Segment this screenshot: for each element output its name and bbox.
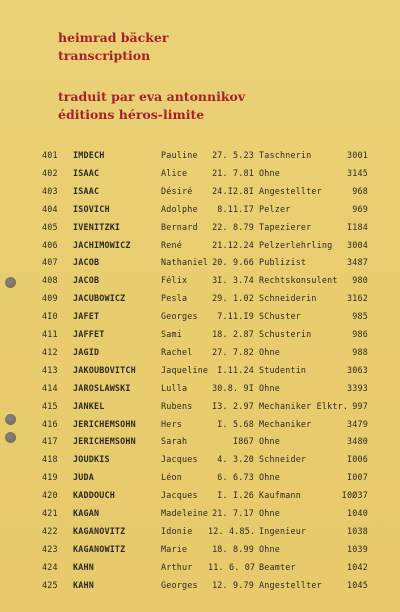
record-row bbox=[0, 272, 400, 288]
record-code: 3001 bbox=[347, 150, 368, 160]
record-occupation: Ohne bbox=[259, 472, 280, 483]
translator-credit: traduit par eva antonnikov bbox=[58, 89, 246, 104]
record-occupation: Beamter bbox=[259, 561, 296, 572]
record-last-name: JACOB bbox=[73, 257, 100, 268]
record-last-name: KAHN bbox=[73, 579, 94, 590]
record-last-name: JOUDKIS bbox=[73, 454, 110, 465]
record-row bbox=[0, 326, 400, 342]
record-first-name: Désiré bbox=[161, 185, 193, 196]
record-birth-date: I867 bbox=[233, 436, 254, 447]
record-first-name: Lulla bbox=[161, 382, 188, 393]
record-occupation: Studentin bbox=[259, 364, 307, 375]
record-code: 1045 bbox=[347, 579, 368, 590]
record-code: 1040 bbox=[347, 508, 368, 518]
record-last-name: JAKOUBOVITCH bbox=[73, 364, 136, 375]
record-first-name: Hers bbox=[161, 418, 182, 429]
record-birth-date: 27. 5.23 bbox=[212, 150, 254, 160]
record-birth-date: 12. 9.79 bbox=[212, 579, 254, 590]
punch-hole-top bbox=[5, 277, 16, 288]
record-last-name: JERICHEMSOHN bbox=[73, 418, 136, 429]
record-first-name: René bbox=[161, 239, 182, 250]
record-code: I007 bbox=[347, 472, 368, 483]
record-occupation: Schneiderin bbox=[259, 293, 317, 304]
record-first-name: Rachel bbox=[161, 346, 193, 357]
record-occupation: Ohne bbox=[259, 346, 280, 357]
record-birth-date: 21.12.24 bbox=[212, 239, 254, 250]
record-birth-date: 18. 2.87 bbox=[212, 329, 254, 339]
record-first-name: Sarah bbox=[161, 436, 188, 447]
record-occupation: Ohne bbox=[259, 382, 280, 393]
record-birth-date: 27. 7.82 bbox=[212, 346, 254, 357]
record-last-name: JAFFET bbox=[73, 329, 105, 339]
record-occupation: Angestellter bbox=[259, 579, 322, 590]
record-code: 3480 bbox=[347, 436, 368, 447]
record-last-name: JAFET bbox=[73, 311, 100, 322]
record-occupation: Taschnerin bbox=[259, 150, 312, 160]
record-occupation: Mechaniker bbox=[259, 418, 312, 429]
record-birth-date: 3I. 3.74 bbox=[212, 275, 254, 286]
record-last-name: JACUBOWICZ bbox=[73, 293, 126, 304]
record-first-name: Georges bbox=[161, 311, 198, 322]
record-first-name: Jacques bbox=[161, 454, 198, 465]
record-row bbox=[0, 308, 400, 324]
record-code: 1039 bbox=[347, 543, 368, 554]
record-last-name: JANKEL bbox=[73, 400, 105, 411]
record-number: 407 bbox=[42, 257, 58, 268]
record-row bbox=[0, 416, 400, 432]
record-row bbox=[0, 201, 400, 217]
record-row bbox=[0, 183, 400, 199]
record-row bbox=[0, 237, 400, 253]
record-row bbox=[0, 487, 400, 503]
record-code: 3004 bbox=[347, 239, 368, 250]
publisher-name: éditions héros-limite bbox=[58, 107, 205, 122]
record-code: 986 bbox=[352, 329, 368, 339]
record-row bbox=[0, 451, 400, 467]
record-code: 985 bbox=[352, 311, 368, 322]
record-number: 403 bbox=[42, 185, 58, 196]
record-last-name: IMDECH bbox=[73, 150, 105, 160]
record-occupation: Publizist bbox=[259, 257, 307, 268]
record-code: I006 bbox=[347, 454, 368, 465]
record-row bbox=[0, 362, 400, 378]
record-last-name: JAROSLAWSKI bbox=[73, 382, 131, 393]
record-first-name: Sami bbox=[161, 329, 182, 339]
record-birth-date: 21. 7.81 bbox=[212, 167, 254, 178]
author-name: heimrad bäcker bbox=[58, 30, 169, 45]
record-row bbox=[0, 523, 400, 539]
record-last-name: KAHN bbox=[73, 561, 94, 572]
record-code: 968 bbox=[352, 185, 368, 196]
record-occupation: SChuster bbox=[259, 311, 301, 322]
record-occupation: Kaufmann bbox=[259, 490, 301, 501]
record-last-name: ISAAC bbox=[73, 185, 100, 196]
record-birth-date: 22. 8.79 bbox=[212, 221, 254, 232]
punch-hole-bottom bbox=[5, 432, 16, 443]
record-birth-date: 18. 8.99 bbox=[212, 543, 254, 554]
record-birth-date: 4. 3.20 bbox=[217, 454, 254, 465]
record-number: 425 bbox=[42, 579, 58, 590]
record-last-name: JERICHEMSOHN bbox=[73, 436, 136, 447]
record-last-name: JAGID bbox=[73, 346, 100, 357]
record-number: 414 bbox=[42, 382, 58, 393]
record-row bbox=[0, 165, 400, 181]
record-last-name: JACHIMOWICZ bbox=[73, 239, 131, 250]
record-row bbox=[0, 219, 400, 235]
record-last-name: ISAAC bbox=[73, 167, 100, 178]
record-first-name: Adolphe bbox=[161, 203, 198, 214]
record-number: 408 bbox=[42, 275, 58, 286]
record-birth-date: 7.11.I9 bbox=[217, 311, 254, 322]
record-first-name: Alice bbox=[161, 167, 188, 178]
record-number: 409 bbox=[42, 293, 58, 304]
record-occupation: Ohne bbox=[259, 436, 280, 447]
record-code: 3145 bbox=[347, 167, 368, 178]
record-number: 411 bbox=[42, 329, 58, 339]
record-birth-date: I. I.26 bbox=[217, 490, 254, 501]
record-code: 3162 bbox=[347, 293, 368, 304]
record-first-name: Jaqueline bbox=[161, 364, 209, 375]
record-first-name: Léon bbox=[161, 472, 182, 483]
record-occupation: Schneider bbox=[259, 454, 307, 465]
record-birth-date: 21. 7.17 bbox=[212, 508, 254, 518]
record-code: 997 bbox=[352, 400, 368, 411]
record-code: 988 bbox=[352, 346, 368, 357]
record-first-name: Marie bbox=[161, 543, 188, 554]
record-code: 3487 bbox=[347, 257, 368, 268]
record-first-name: Rubens bbox=[161, 400, 193, 411]
record-last-name: JUDA bbox=[73, 472, 94, 483]
record-first-name: Idonie bbox=[161, 525, 193, 536]
record-row bbox=[0, 505, 400, 521]
record-birth-date: 12. 4.85. bbox=[208, 525, 256, 536]
record-birth-date: 30.8. 9I bbox=[212, 382, 254, 393]
record-row bbox=[0, 380, 400, 396]
record-first-name: Pesla bbox=[161, 293, 188, 304]
record-occupation: Mechaniker Elktr. bbox=[259, 400, 349, 411]
record-first-name: Bernard bbox=[161, 221, 198, 232]
record-number: 422 bbox=[42, 525, 58, 536]
record-first-name: Félix bbox=[161, 275, 188, 286]
record-number: 404 bbox=[42, 203, 58, 214]
record-code: I0Ø37 bbox=[341, 490, 368, 501]
record-occupation: Schusterin bbox=[259, 329, 312, 339]
record-code: 969 bbox=[352, 203, 368, 214]
record-birth-date: 24.I2.8I bbox=[212, 185, 254, 196]
record-birth-date: I.11.24 bbox=[217, 364, 254, 375]
record-row bbox=[0, 398, 400, 414]
record-occupation: Tapezierer bbox=[259, 221, 312, 232]
record-first-name: Pauline bbox=[161, 150, 198, 160]
record-first-name: Arthur bbox=[161, 561, 193, 572]
record-number: 417 bbox=[42, 436, 58, 447]
record-birth-date: 8.11.I7 bbox=[217, 203, 254, 214]
record-number: 405 bbox=[42, 221, 58, 232]
record-code: 3479 bbox=[347, 418, 368, 429]
record-row bbox=[0, 433, 400, 449]
record-last-name: ISOVICH bbox=[73, 203, 110, 214]
record-last-name: KAGANOVITZ bbox=[73, 525, 126, 536]
record-occupation: Ohne bbox=[259, 543, 280, 554]
record-occupation: Pelzerlehrling bbox=[259, 239, 333, 250]
record-occupation: Ohne bbox=[259, 167, 280, 178]
record-number: 418 bbox=[42, 454, 58, 465]
record-code: 1042 bbox=[347, 561, 368, 572]
record-last-name: KADDOUCH bbox=[73, 490, 115, 501]
record-row bbox=[0, 577, 400, 593]
record-last-name: KAGANOWITZ bbox=[73, 543, 126, 554]
record-birth-date: I3. 2.97 bbox=[212, 400, 254, 411]
record-code: 1038 bbox=[347, 525, 368, 536]
record-birth-date: 20. 9.66 bbox=[212, 257, 254, 268]
record-occupation: Rechtskonsulent bbox=[259, 275, 338, 286]
record-occupation: Angestellter bbox=[259, 185, 322, 196]
record-number: 406 bbox=[42, 239, 58, 250]
record-first-name: Nathaniel bbox=[161, 257, 209, 268]
record-code: 3393 bbox=[347, 382, 368, 393]
book-title: transcription bbox=[58, 48, 151, 63]
record-code: 980 bbox=[352, 275, 368, 286]
record-birth-date: 11. 6. 07 bbox=[208, 561, 256, 572]
record-birth-date: 29. 1.02 bbox=[212, 293, 254, 304]
record-number: 424 bbox=[42, 561, 58, 572]
record-number: 423 bbox=[42, 543, 58, 554]
record-row bbox=[0, 469, 400, 485]
record-number: 412 bbox=[42, 346, 58, 357]
record-number: 413 bbox=[42, 364, 58, 375]
record-birth-date: 6. 6.73 bbox=[217, 472, 254, 483]
record-first-name: Georges bbox=[161, 579, 198, 590]
record-number: 419 bbox=[42, 472, 58, 483]
record-occupation: Ohne bbox=[259, 508, 280, 518]
record-number: 421 bbox=[42, 508, 58, 518]
record-row bbox=[0, 559, 400, 575]
record-last-name: JACOB bbox=[73, 275, 100, 286]
record-number: 416 bbox=[42, 418, 58, 429]
record-last-name: IVENITZKI bbox=[73, 221, 121, 232]
record-first-name: Jacques bbox=[161, 490, 198, 501]
record-row bbox=[0, 290, 400, 306]
record-number: 415 bbox=[42, 400, 58, 411]
record-number: 402 bbox=[42, 167, 58, 178]
record-row bbox=[0, 344, 400, 360]
record-birth-date: I. 5.68 bbox=[217, 418, 254, 429]
punch-hole-middle bbox=[5, 414, 16, 425]
record-first-name: Madeleine bbox=[161, 508, 209, 518]
record-number: 420 bbox=[42, 490, 58, 501]
record-row bbox=[0, 541, 400, 557]
record-number: 401 bbox=[42, 150, 58, 160]
record-number: 4I0 bbox=[42, 311, 58, 322]
record-code: I184 bbox=[347, 221, 368, 232]
record-row bbox=[0, 254, 400, 270]
record-last-name: KAGAN bbox=[73, 508, 100, 518]
record-row bbox=[0, 147, 400, 163]
record-occupation: Pelzer bbox=[259, 203, 291, 214]
record-occupation: Ingenieur bbox=[259, 525, 307, 536]
record-code: 3063 bbox=[347, 364, 368, 375]
